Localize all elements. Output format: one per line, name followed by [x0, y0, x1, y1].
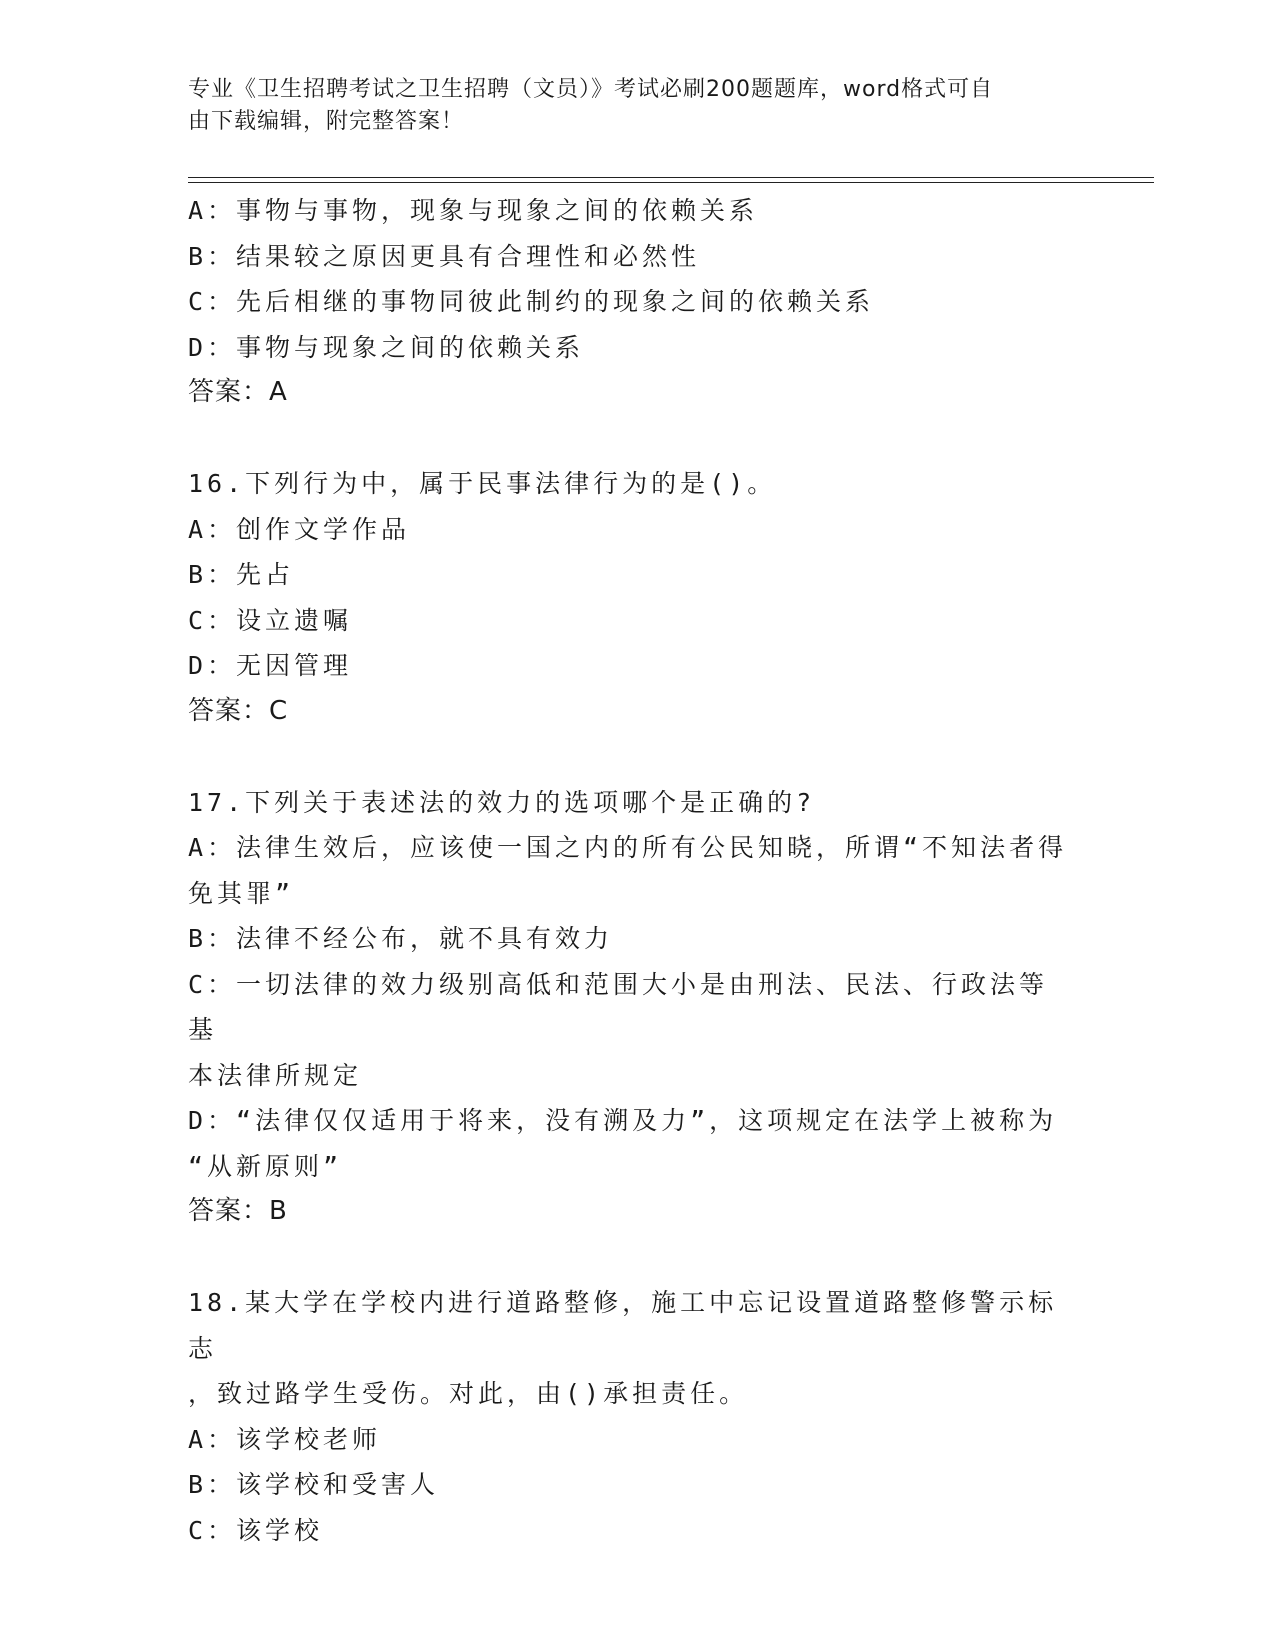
header-divider-top	[188, 177, 1154, 178]
q18-option-b: B：该学校和受害人	[188, 1470, 440, 1499]
q15-option-a: A：事物与事物，现象与现象之间的依赖关系	[188, 196, 759, 225]
q17-option-a-line-1: A：法律生效后，应该使一国之内的所有公民知晓，所谓“不知法者得	[188, 833, 1068, 862]
q17-option-b: B：法律不经公布，就不具有效力	[188, 924, 614, 953]
header-intro-line-1: 专业《卫生招聘考试之卫生招聘（文员）》考试必刷200题题库，word格式可自	[188, 77, 994, 102]
q18-question-line-2: ，致过路学生受伤。对此，由()承担责任。	[188, 1379, 749, 1408]
question-list	[188, 188, 1068, 1553]
q18-option-c: C：该学校	[188, 1515, 324, 1545]
header-divider-bottom	[188, 182, 1154, 183]
document-header	[188, 74, 1068, 138]
spacer	[188, 734, 1068, 780]
question-15	[188, 188, 1068, 416]
q18-option-a: A：该学校老师	[188, 1424, 382, 1454]
q15-option-b: B：结果较之原因更具有合理性和必然性	[188, 241, 701, 271]
spacer	[188, 416, 1068, 462]
spacer	[188, 1235, 1068, 1281]
q18-question-line-1: 18.某大学在学校内进行道路整修，施工中忘记设置道路整修警示标志	[188, 1288, 1058, 1363]
q16-option-d: D：无因管理	[188, 651, 353, 680]
q15-answer: 答案：A	[188, 377, 288, 407]
q17-option-d-line-2: “从新原则”	[188, 1151, 343, 1181]
q16-option-c: C：设立遗嘱	[188, 605, 353, 635]
q16-question: 16.下列行为中，属于民事法律行为的是()。	[188, 469, 777, 498]
q15-option-c: C：先后相继的事物同彼此制约的现象之间的依赖关系	[188, 287, 875, 316]
q17-option-c-line-1: C：一切法律的效力级别高低和范围大小是由刑法、民法、行政法等基	[188, 969, 1049, 1044]
q17-question: 17.下列关于表述法的效力的选项哪个是正确的?	[188, 787, 816, 817]
header-intro-line-2: 由下载编辑，附完整答案！	[188, 109, 465, 134]
q16-answer: 答案：C	[188, 695, 289, 726]
question-18	[188, 1280, 1068, 1553]
q17-option-d-line-1: D：“法律仅仅适用于将来，没有溯及力”，这项规定在法学上被称为	[188, 1106, 1058, 1135]
question-16	[188, 461, 1068, 734]
q17-answer: 答案：B	[188, 1196, 288, 1226]
q15-option-d: D：事物与现象之间的依赖关系	[188, 332, 585, 362]
q16-option-b: B：先占	[188, 560, 295, 589]
q16-option-a: A：创作文学作品	[188, 514, 411, 544]
q17-option-c-line-2: 本法律所规定	[188, 1060, 363, 1090]
question-17	[188, 780, 1068, 1235]
q17-option-a-line-2: 免其罪”	[188, 878, 295, 908]
